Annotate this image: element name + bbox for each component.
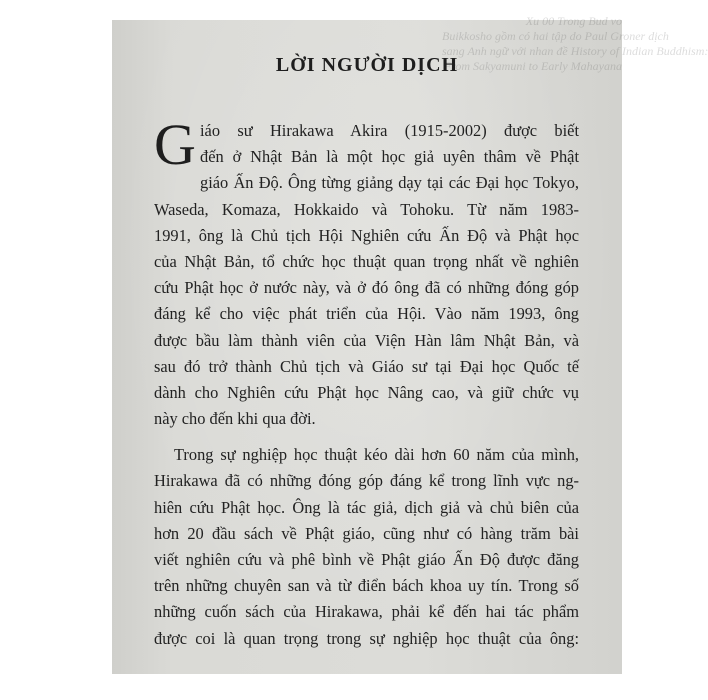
- bleed-line: From Sakyamuni to Early Mahayana: [443, 59, 622, 73]
- text-line: của Nhật Bản, tổ chức học thuật quan trọng nhất về nghiên: [154, 251, 579, 271]
- text-line: viết nghiên cứu và phê bình về Phật giáo Ấn Độ được đăng: [154, 550, 579, 569]
- text-line: những cuốn sách của Hirakawa, phải kể đến hai tác phẩm: [154, 602, 579, 622]
- book-page-photo: [112, 14, 708, 674]
- text-line: giáo Ấn Độ. Ông từng giảng dạy tại các Đại học Tokyo,: [200, 173, 579, 193]
- text-line: iáo sư Hirakawa Akira (1915-2002) được biết: [200, 121, 579, 140]
- text-line: được bầu làm thành viên của Viện Hàn lâm Nhật Bản, và: [154, 330, 579, 350]
- text-line: trên những chuyên san và từ điển bách khoa uy tín. Trong số: [154, 576, 579, 596]
- text-line: Waseda, Komaza, Hokkaido và Tohoku. Từ năm 1983-: [154, 199, 579, 219]
- book-page: [112, 14, 708, 674]
- text-line: đến ở Nhật Bản là một học giả uyên thâm về Phật: [200, 147, 579, 167]
- text-line: Hirakawa đã có những đóng góp đáng kể trong lĩnh vực ng-: [154, 471, 579, 491]
- text-line: cứu Phật học ở nước này, và ở đó ông đã có những đóng góp: [154, 278, 579, 298]
- paragraph-1: [154, 112, 579, 432]
- page-title: LỜI NGƯỜI DỊCH: [275, 54, 459, 76]
- text-line: sau đó trở thành Chủ tịch và Giáo sư tại Đại học Quốc tế: [154, 356, 579, 376]
- bleed-line: Xu 00 Trong Bud vo: [525, 14, 622, 28]
- text-line: này cho đến khi qua đời.: [154, 409, 316, 429]
- page-body: [154, 112, 579, 652]
- text-line: được coi là quan trọng trong sự nghiệp học thuật của ông:: [154, 628, 579, 648]
- drop-cap: G: [154, 112, 196, 177]
- text-line: hiên cứu Phật học. Ông là tác giả, dịch giả và chủ biên của: [154, 497, 579, 517]
- text-line: 1991, ông là Chủ tịch Hội Nghiên cứu Ấn Độ và Phật học: [154, 225, 579, 245]
- text-line: dành cho Nghiên cứu Phật học Nâng cao, và giữ chức vụ: [154, 382, 579, 402]
- text-line: đáng kể cho việc phát triển của Hội. Vào năm 1993, ông: [154, 304, 579, 324]
- text-line: hơn 20 đầu sách về Phật giáo, cũng như có hàng trăm bài: [154, 523, 579, 543]
- bleed-line: sang Anh ngữ với nhan đề History of Indian Buddhism:: [442, 44, 708, 58]
- bleed-line: Buikkosho gồm có hai tập do Paul Groner dịch: [442, 29, 669, 43]
- text-line: Trong sự nghiệp học thuật kéo dài hơn 60 năm của mình,: [174, 445, 579, 465]
- paragraph-2: [154, 442, 579, 652]
